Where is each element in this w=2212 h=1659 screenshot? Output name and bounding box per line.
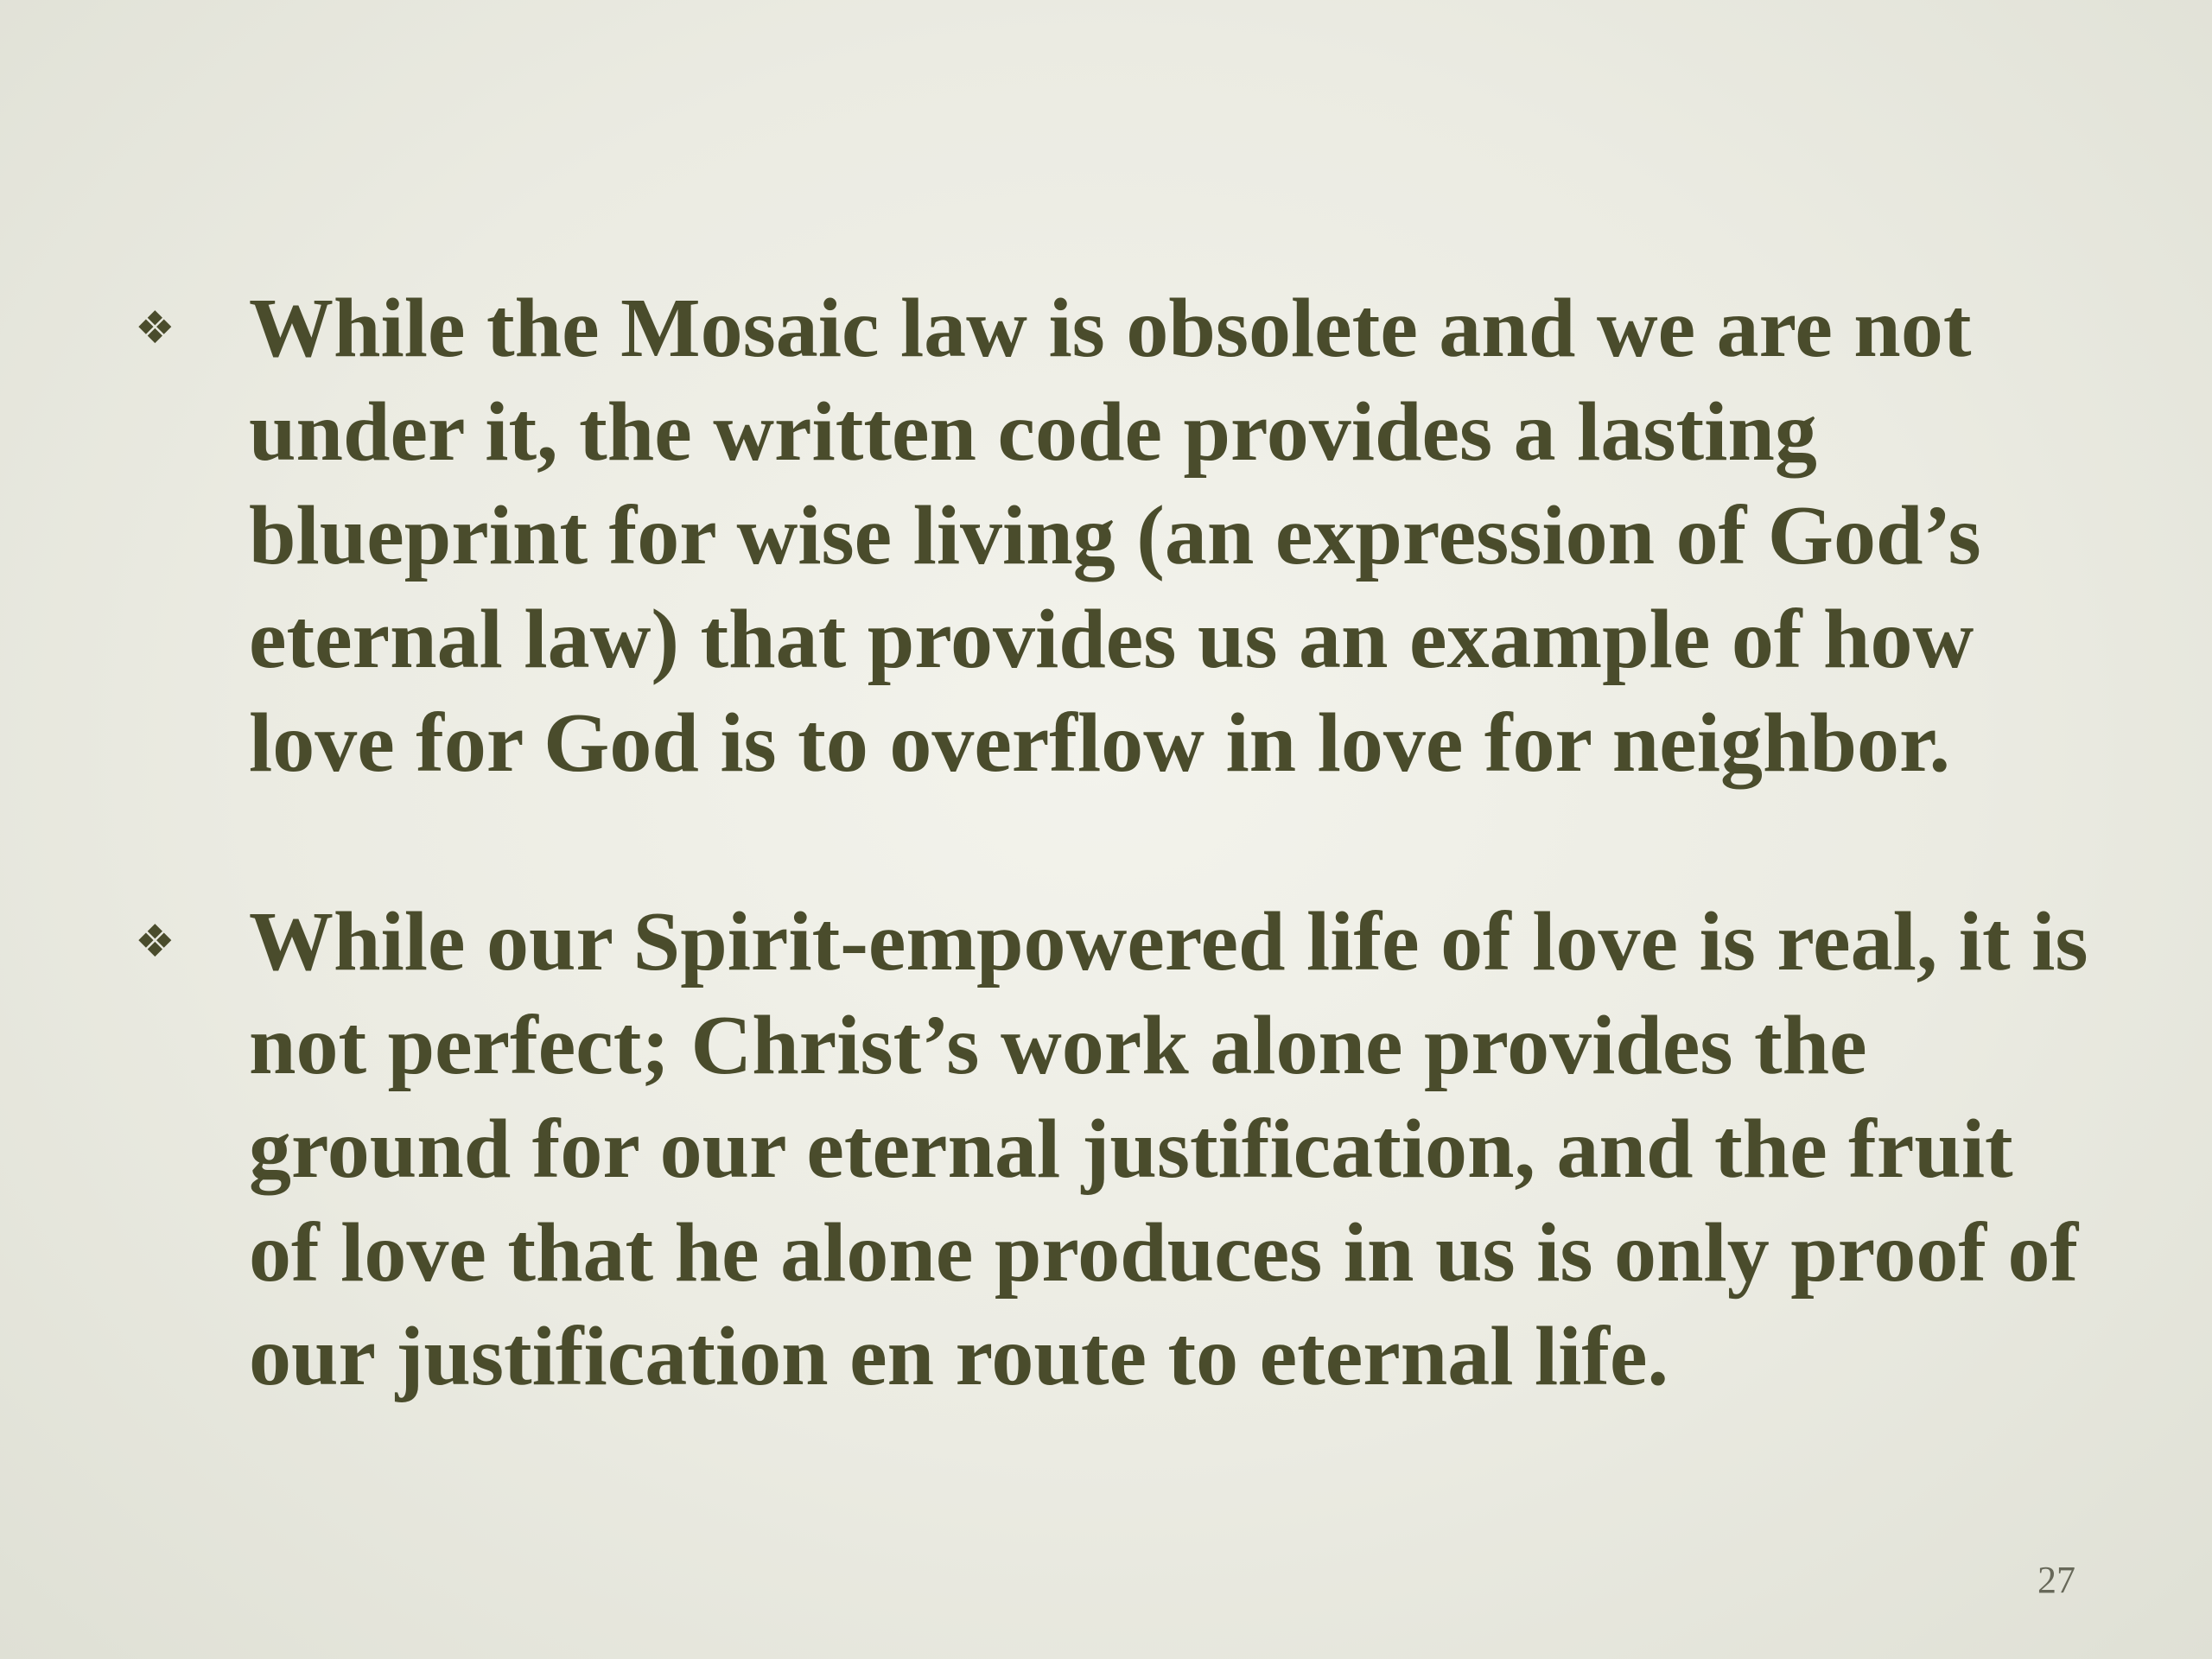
page-number: 27 [2037,1559,2075,1601]
bullet-item [130,890,2100,1408]
four-diamond-bullet-icon: ❖ [135,302,175,354]
bullet-text: While our Spirit-empowered life of love is real, it is not perfect; Christ’s work alone provides the ground for our eternal justification, and the fruit of love that he alone produces in us is only proof of our justification en route to eternal life. [249,895,2088,1403]
four-diamond-bullet-icon: ❖ [135,916,175,968]
bullet-text: While the Mosaic law is obsolete and we are not under it, the written code provides a lasting blueprint for wise living (an expression of God’s eternal law) that provides us an example of how love for God is to overflow in love for neighbor. [249,282,1981,790]
bullet-item [130,276,2100,795]
bullet-list [130,276,2100,1503]
